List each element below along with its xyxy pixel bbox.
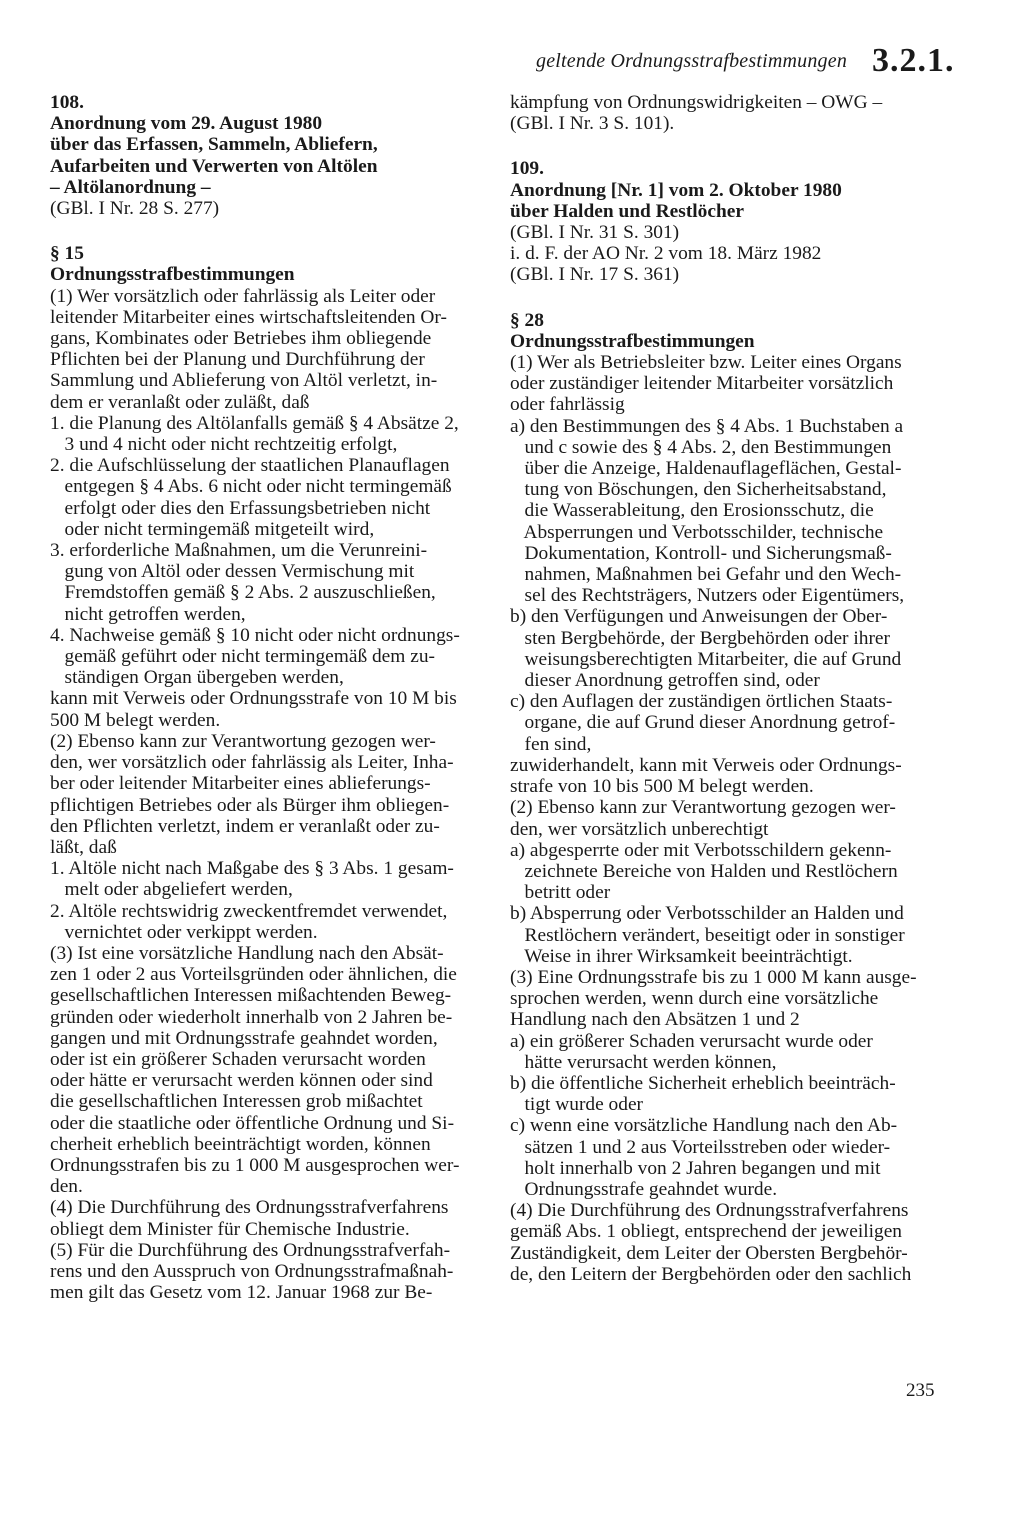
section-heading: Ordnungsstrafbestimmungen xyxy=(510,330,755,352)
body-line: oder fahrlässig xyxy=(510,394,625,416)
body-line: betritt oder xyxy=(510,882,611,904)
doc-number: 108. xyxy=(50,92,84,113)
body-line: zen 1 oder 2 aus Vorteilsgründen oder ähnlichen, die xyxy=(50,964,457,986)
body-line: (4) Die Durchführung des Ordnungsstrafverfahrens xyxy=(50,1197,449,1219)
doc-source: (GBl. I Nr. 28 S. 277) xyxy=(50,198,220,220)
body-line: a) abgesperrte oder mit Verbotsschildern gekenn- xyxy=(510,839,892,861)
body-line: Fremdstoffen gemäß § 2 Abs. 2 auszuschließen, xyxy=(50,582,436,604)
source-line: (GBl. I Nr. 17 S. 361) xyxy=(510,264,680,286)
body-line: gründen oder wiederholt innerhalb von 2 Jahren be- xyxy=(50,1006,453,1028)
body-line: ständigen Organ übergeben werden, xyxy=(50,667,344,689)
section-number: 3.2.1. xyxy=(872,42,955,79)
body-line: dem er veranlaßt oder zuläßt, daß xyxy=(50,391,310,413)
body-line: 1. die Planung des Altölanfalls gemäß § 4 Absätze 2, xyxy=(50,412,459,434)
body-line: die Wasserableitung, den Erosionsschutz, die xyxy=(510,500,874,522)
body-line: Sammlung und Ablieferung von Altöl verletzt, in- xyxy=(50,370,438,392)
body-line: nicht getroffen werden, xyxy=(50,603,246,625)
body-line: 1. Altöle nicht nach Maßgabe des § 3 Abs. 1 gesam- xyxy=(50,858,454,880)
title-line: – Altölanordnung – xyxy=(50,176,211,198)
body-line: b) Absperrung oder Verbotsschilder an Halden und xyxy=(510,903,904,925)
body-line: kämpfung von Ordnungswidrigkeiten – OWG – xyxy=(510,92,883,113)
title-line: Anordnung vom 29. August 1980 xyxy=(50,113,323,135)
body-line: (3) Ist eine vorsätzliche Handlung nach den Absät- xyxy=(50,942,444,964)
body-line: Zuständigkeit, dem Leiter der Obersten Bergbehör- xyxy=(510,1242,908,1264)
body-line: (2) Ebenso kann zur Verantwortung gezogen wer- xyxy=(510,797,896,819)
body-line: (GBl. I Nr. 3 S. 101). xyxy=(510,113,675,135)
body-line: (2) Ebenso kann zur Verantwortung gezogen wer- xyxy=(50,730,436,752)
running-header-title: geltende Ordnungsstrafbestimmungen xyxy=(536,50,848,72)
body-line: Absperrungen und Verbotsschilder, technische xyxy=(510,521,884,543)
body-line: weisungsberechtigten Mitarbeiter, die auf Grund xyxy=(510,648,902,670)
body-line: (4) Die Durchführung des Ordnungsstrafverfahrens xyxy=(510,1200,909,1222)
body-line: gans, Kombinates oder Betriebes ihm obliegende xyxy=(50,328,432,350)
body-line: holt innerhalb von 2 Jahren begangen und mit xyxy=(510,1157,881,1179)
body-line: organe, die auf Grund dieser Anordnung getrof- xyxy=(510,712,896,734)
body-text xyxy=(510,352,955,1285)
body-line: über die Anzeige, Haldenauflageflächen, Gestal- xyxy=(510,458,902,480)
body-line: leitender Mitarbeiter eines wirtschaftsleitenden Or- xyxy=(50,306,447,328)
body-line: den Pflichten verletzt, indem er veranlaßt oder zu- xyxy=(50,815,440,837)
body-line: 4. Nachweise gemäß § 10 nicht oder nicht ordnungs- xyxy=(50,624,460,646)
body-line: ber oder leitender Mitarbeiter eines ablieferungs- xyxy=(50,773,431,795)
body-line: 3. erforderliche Maßnahmen, um die Verunreini- xyxy=(50,540,428,562)
body-line: 2. Altöle rechtswidrig zweckentfremdet verwendet, xyxy=(50,900,448,922)
body-line: (3) Eine Ordnungsstrafe bis zu 1 000 M kann ausge- xyxy=(510,966,917,988)
body-line: sten Bergbehörde, der Bergbehörden oder ihrer xyxy=(510,627,890,649)
body-line: tung von Böschungen, den Sicherheitsabstand, xyxy=(510,479,887,501)
body-line: zeichnete Bereiche von Halden und Restlöchern xyxy=(510,860,898,882)
body-line: oder nicht termingemäß mitgeteilt wird, xyxy=(50,518,375,540)
body-line: Dokumentation, Kontroll- und Sicherungsmaß- xyxy=(510,542,892,564)
body-line: rens und den Ausspruch von Ordnungsstrafmaßnah- xyxy=(50,1260,454,1282)
body-line: oder zuständiger leitender Mitarbeiter vorsätzlich xyxy=(510,373,894,395)
body-line: (1) Wer vorsätzlich oder fahrlässig als Leiter oder xyxy=(50,285,436,307)
body-line: men gilt das Gesetz vom 12. Januar 1968 zur Be- xyxy=(50,1282,433,1304)
body-line: (5) Für die Durchführung des Ordnungsstrafverfah- xyxy=(50,1239,451,1261)
body-line: dieser Anordnung getroffen sind, oder xyxy=(510,670,820,692)
doc-title xyxy=(510,180,955,222)
body-line: vernichtet oder verkippt werden. xyxy=(50,921,318,943)
body-line: nahmen, Maßnahmen bei Gefahr und den Wech- xyxy=(510,564,902,586)
body-line: den, wer vorsätzlich oder fahrlässig als Leiter, Inha- xyxy=(50,752,454,774)
body-line: Handlung nach den Absätzen 1 und 2 xyxy=(510,1009,800,1031)
body-line: sprochen werden, wenn durch eine vorsätzliche xyxy=(510,988,879,1010)
section-sign: § 28 xyxy=(510,309,544,331)
title-line: über Halden und Restlöcher xyxy=(510,200,744,222)
doc-title xyxy=(50,113,495,198)
section-heading: Ordnungsstrafbestimmungen xyxy=(50,264,295,286)
body-line: oder ist ein größerer Schaden verursacht worden xyxy=(50,1048,426,1070)
page-number: 235 xyxy=(906,1380,935,1401)
body-line: tigt wurde oder xyxy=(510,1094,644,1116)
body-line: die gesellschaftlichen Interessen grob mißachtet xyxy=(50,1091,423,1113)
doc-source xyxy=(510,222,955,286)
body-line: sel des Rechtsträgers, Nutzers oder Eigentümers, xyxy=(510,585,905,607)
source-line: i. d. F. der AO Nr. 2 vom 18. März 1982 xyxy=(510,243,822,265)
continuation-text xyxy=(510,92,955,134)
body-line: kann mit Verweis oder Ordnungsstrafe von 10 M bis xyxy=(50,688,457,710)
body-line: erfolgt oder dies den Erfassungsbetrieben nicht xyxy=(50,497,431,519)
title-line: über das Erfassen, Sammeln, Abliefern, xyxy=(50,134,378,156)
body-line: entgegen § 4 Abs. 6 nicht oder nicht termingemäß xyxy=(50,476,452,498)
body-line: de, den Leitern der Bergbehörden oder den sachlich xyxy=(510,1263,912,1285)
body-line: Ordnungsstrafen bis zu 1 000 M ausgesprochen wer- xyxy=(50,1154,460,1176)
body-line: Restlöchern verändert, beseitigt oder in sonstiger xyxy=(510,924,905,946)
title-line: Anordnung [Nr. 1] vom 2. Oktober 1980 xyxy=(510,179,842,201)
source-line: (GBl. I Nr. 31 S. 301) xyxy=(510,222,680,244)
body-line: gemäß Abs. 1 obliegt, entsprechend der jeweiligen xyxy=(510,1221,903,1243)
body-line: Ordnungsstrafe geahndet wurde. xyxy=(510,1178,778,1200)
body-line: 2. die Aufschlüsselung der staatlichen Planauflagen xyxy=(50,455,450,477)
body-line: a) den Bestimmungen des § 4 Abs. 1 Buchstaben a xyxy=(510,415,904,437)
body-line: a) ein größerer Schaden verursacht wurde oder xyxy=(510,1030,873,1052)
body-line: pflichtigen Betriebes oder als Bürger ihm obliegen- xyxy=(50,794,450,816)
body-line: sätzen 1 und 2 aus Vorteilsstreben oder wieder- xyxy=(510,1136,891,1158)
body-line: und c sowie des § 4 Abs. 2, den Bestimmungen xyxy=(510,436,892,458)
body-line: den, wer vorsätzlich unberechtigt xyxy=(510,818,769,840)
body-line: Weise in ihrer Wirksamkeit beeinträchtigt. xyxy=(510,945,853,967)
body-line: gemäß geführt oder nicht termingemäß dem zu- xyxy=(50,646,435,668)
body-line: c) wenn eine vorsätzliche Handlung nach den Ab- xyxy=(510,1115,898,1137)
body-line: oder hätte er verursacht werden können oder sind xyxy=(50,1070,433,1092)
body-line: b) die öffentliche Sicherheit erheblich beeinträch- xyxy=(510,1072,896,1094)
body-line: den. xyxy=(50,1176,83,1198)
body-line: gesellschaftlichen Interessen mißachtenden Beweg- xyxy=(50,985,452,1007)
section-sign: § 15 xyxy=(50,243,84,265)
body-line: 3 und 4 nicht oder nicht rechtzeitig erfolgt, xyxy=(50,434,398,456)
body-line: oder die staatliche oder öffentliche Ordnung und Si- xyxy=(50,1112,455,1134)
title-line: Aufarbeiten und Verwerten von Altölen xyxy=(50,155,378,177)
body-line: gung von Altöl oder dessen Vermischung mit xyxy=(50,561,415,583)
body-line: fen sind, xyxy=(510,733,592,755)
body-line: obliegt dem Minister für Chemische Industrie. xyxy=(50,1218,410,1240)
body-line: cherheit erheblich beeinträchtigt worden, können xyxy=(50,1133,431,1155)
body-text xyxy=(50,286,495,1304)
right-column xyxy=(510,92,955,1285)
body-line: 500 M belegt werden. xyxy=(50,709,221,731)
body-line: (1) Wer als Betriebsleiter bzw. Leiter eines Organs xyxy=(510,352,902,374)
body-line: strafe von 10 bis 500 M belegt werden. xyxy=(510,776,814,798)
body-line: Pflichten bei der Planung und Durchführung der xyxy=(50,349,425,371)
left-column xyxy=(50,92,495,1303)
body-line: b) den Verfügungen und Anweisungen der Ober- xyxy=(510,606,888,628)
doc-number: 109. xyxy=(510,158,544,180)
body-line: c) den Auflagen der zuständigen örtlichen Staats- xyxy=(510,691,893,713)
body-line: läßt, daß xyxy=(50,836,117,858)
body-line: gangen und mit Ordnungsstrafe geahndet worden, xyxy=(50,1027,438,1049)
body-line: zuwiderhandelt, kann mit Verweis oder Ordnungs- xyxy=(510,754,902,776)
body-line: melt oder abgeliefert werden, xyxy=(50,879,293,901)
body-line: hätte verursacht werden können, xyxy=(510,1051,777,1073)
